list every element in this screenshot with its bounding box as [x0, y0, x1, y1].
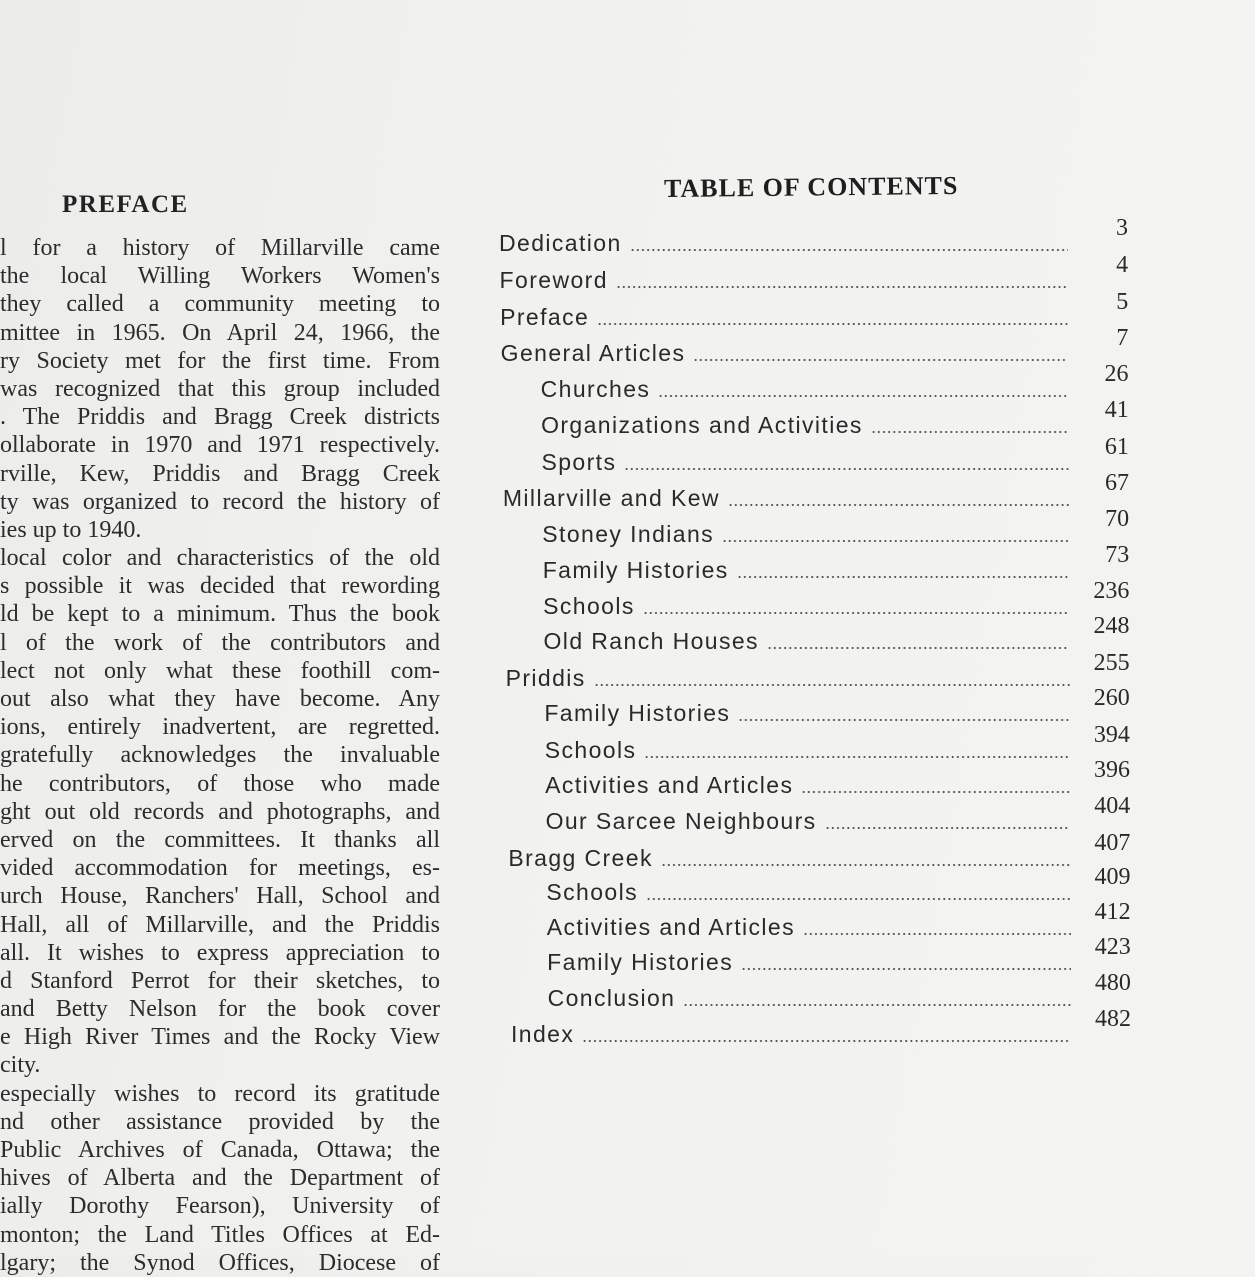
toc-entry-title: Priddis — [505, 665, 586, 691]
toc-entry-page-number: 248 — [1093, 613, 1130, 639]
toc-dot-leader — [683, 1004, 1070, 1006]
toc-dot-leader — [616, 286, 1068, 288]
toc-dot-leader — [722, 540, 1069, 542]
preface-line: ght out old records and photographs, and — [0, 798, 440, 825]
toc-entry-page-number: 260 — [1093, 685, 1130, 711]
toc-dot-leader — [643, 612, 1070, 614]
toc-entry-title: Schools — [544, 737, 637, 763]
toc-entry-title: Family Histories — [544, 700, 731, 726]
toc-entry-page-number: 236 — [1093, 578, 1130, 604]
preface-line: Public Archives of Canada, Ottawa; the — [0, 1137, 440, 1163]
preface-line: they called a community meeting to — [0, 291, 440, 318]
toc-entry-title: Preface — [500, 304, 590, 330]
toc-entry-page-number: 3 — [1116, 215, 1128, 241]
preface-line: city. — [0, 1052, 41, 1079]
preface-line: especially wishes to record its gratitude — [0, 1080, 440, 1107]
toc-dot-leader — [630, 249, 1068, 251]
toc-dot-leader — [646, 898, 1070, 900]
toc-entry — [547, 911, 1071, 941]
preface-line: ions, entirely inadvertent, are regretted. — [0, 714, 440, 741]
preface-line: s possible it was decided that rewording — [0, 573, 440, 600]
toc-entry — [542, 518, 1069, 548]
toc-entry — [543, 590, 1069, 620]
preface-line: gratefully acknowledges the invaluable — [0, 742, 440, 769]
toc-entry-title: Family Histories — [542, 557, 729, 583]
preface-line: the local Willing Workers Women's — [0, 263, 440, 290]
toc-entry — [545, 734, 1070, 764]
toc-entry-page-number: 409 — [1094, 864, 1131, 890]
toc-entry — [544, 625, 1070, 655]
toc-dot-leader — [737, 576, 1070, 578]
toc-heading: TABLE OF CONTENTS — [663, 170, 959, 203]
toc-entry — [500, 301, 1068, 331]
toc-entry — [499, 227, 1068, 257]
toc-entry-page-number: 7 — [1116, 325, 1129, 351]
toc-entry-title: Bragg Creek — [508, 845, 653, 871]
toc-entry — [500, 264, 1069, 294]
toc-entry — [541, 409, 1069, 439]
preface-line: ially Dorothy Fearson), University of — [0, 1193, 440, 1220]
toc-dot-leader — [767, 647, 1070, 649]
preface-line: rville, Kew, Priddis and Bragg Creek — [0, 460, 440, 487]
toc-entry-title: Schools — [546, 879, 639, 905]
toc-entry-title: Old Ranch Houses — [543, 628, 759, 654]
toc-entry-page-number: 423 — [1094, 934, 1131, 960]
toc-entry — [541, 373, 1069, 403]
preface-line: erved on the committees. It thanks all — [0, 826, 440, 853]
toc-entry — [548, 982, 1071, 1012]
toc-entry-page-number: 73 — [1105, 542, 1130, 568]
preface-line: he contributors, of those who made — [0, 770, 440, 797]
toc-entry-page-number: 482 — [1095, 1006, 1131, 1032]
preface-line: nd other assistance provided by the — [0, 1108, 440, 1135]
toc-dot-leader — [871, 431, 1069, 433]
toc-dot-leader — [624, 468, 1068, 470]
toc-entry — [511, 1018, 1071, 1048]
toc-entry-title: Index — [511, 1021, 575, 1047]
toc-entry-page-number: 4 — [1116, 252, 1129, 278]
toc-entry-title: Foreword — [499, 267, 608, 293]
toc-entry-page-number: 394 — [1093, 722, 1130, 748]
preface-line: l of the work of the contributors and — [0, 629, 440, 656]
toc-entry-title: Organizations and Activities — [541, 412, 863, 438]
toc-entry-page-number: 255 — [1093, 650, 1130, 676]
toc-entry — [545, 769, 1070, 799]
toc-dot-leader — [728, 504, 1069, 506]
preface-line: e High River Times and the Rocky View — [0, 1024, 440, 1051]
preface-line: mittee in 1965. On April 24, 1966, the — [0, 319, 440, 346]
toc-dot-leader — [582, 1040, 1071, 1042]
toc-entry-title: Dedication — [499, 230, 622, 256]
preface-line: d Stanford Perrot for their sketches, to — [0, 967, 440, 994]
preface-line: ld be kept to a minimum. Thus the book — [0, 601, 440, 628]
toc-entry-page-number: 61 — [1104, 434, 1129, 460]
toc-entry — [546, 876, 1070, 906]
preface-line: monton; the Land Titles Offices at Ed- — [0, 1221, 440, 1248]
toc-dot-leader — [738, 719, 1069, 721]
toc-dot-leader — [661, 864, 1070, 866]
toc-entry-page-number: 480 — [1094, 970, 1131, 996]
preface-heading: PREFACE — [62, 191, 189, 218]
toc-entry — [503, 482, 1069, 512]
toc-entry-title: Stoney Indians — [542, 521, 715, 547]
preface-line: lect not only what these foothill com- — [0, 657, 440, 684]
preface-line: hives of Alberta and the Department of — [0, 1165, 440, 1192]
preface-line: ty was organized to record the history of — [0, 488, 440, 515]
toc-entry-title: Schools — [543, 593, 635, 619]
toc-entry-title: Millarville and Kew — [502, 485, 720, 511]
toc-dot-leader — [801, 791, 1070, 793]
toc-dot-leader — [644, 756, 1070, 758]
toc-entry-page-number: 396 — [1094, 757, 1131, 783]
preface-line: was recognized that this group included — [0, 375, 440, 402]
toc-dot-leader — [693, 359, 1068, 361]
toc-entry — [546, 805, 1071, 835]
toc-entry-page-number: 404 — [1094, 793, 1131, 819]
toc-entry — [508, 842, 1070, 872]
toc-entry-title: Sports — [541, 449, 617, 475]
toc-entry — [544, 697, 1069, 727]
toc-entry — [506, 662, 1070, 692]
toc-entry-title: General Articles — [500, 340, 686, 366]
toc-entry-page-number: 407 — [1094, 830, 1131, 856]
preface-line: all. It wishes to express appreciation to — [0, 939, 440, 966]
preface-line: Hall, all of Millarville, and the Priddis — [0, 911, 440, 938]
preface-line: l for a history of Millarville came — [0, 235, 440, 261]
toc-entry-page-number: 70 — [1105, 506, 1130, 532]
toc-entry-title: Family Histories — [547, 949, 734, 975]
toc-dot-leader — [658, 395, 1068, 397]
toc-entry — [501, 337, 1069, 367]
preface-line: vided accommodation for meetings, es- — [0, 855, 440, 882]
toc-entry-title: Activities and Articles — [546, 914, 796, 940]
toc-entry-title: Churches — [540, 376, 651, 402]
toc-entry-page-number: 412 — [1094, 899, 1131, 925]
preface-line: local color and characteristics of the old — [0, 545, 440, 572]
preface-line: urch House, Ranchers' Hall, School and — [0, 883, 440, 910]
toc-dot-leader — [741, 968, 1071, 970]
toc-dot-leader — [594, 684, 1070, 686]
toc-entry-title: Our Sarcee Neighbours — [545, 808, 817, 834]
toc-entry — [541, 446, 1068, 476]
preface-line: and Betty Nelson for the book cover — [0, 996, 440, 1023]
toc-dot-leader — [825, 827, 1071, 829]
toc-entry — [543, 554, 1070, 584]
toc-dot-leader — [803, 933, 1071, 935]
preface-line: out also what they have become. Any — [0, 686, 440, 712]
toc-dot-leader — [597, 323, 1068, 325]
toc-entry-title: Activities and Articles — [545, 772, 794, 798]
toc-entry-page-number: 41 — [1104, 397, 1129, 423]
preface-line: ollaborate in 1970 and 1971 respectively. — [0, 432, 440, 459]
preface-line: ry Society met for the first time. From — [0, 347, 440, 374]
preface-line: lgary; the Synod Offices, Diocese of — [0, 1249, 440, 1276]
toc-entry-title: Conclusion — [547, 985, 676, 1011]
toc-entry-page-number: 67 — [1104, 470, 1129, 496]
preface-line: ies up to 1940. — [0, 516, 142, 543]
toc-entry-page-number: 5 — [1116, 289, 1129, 315]
preface-line: . The Priddis and Bragg Creek districts — [0, 404, 440, 431]
toc-entry — [547, 946, 1071, 976]
toc-entry-page-number: 26 — [1104, 361, 1129, 387]
